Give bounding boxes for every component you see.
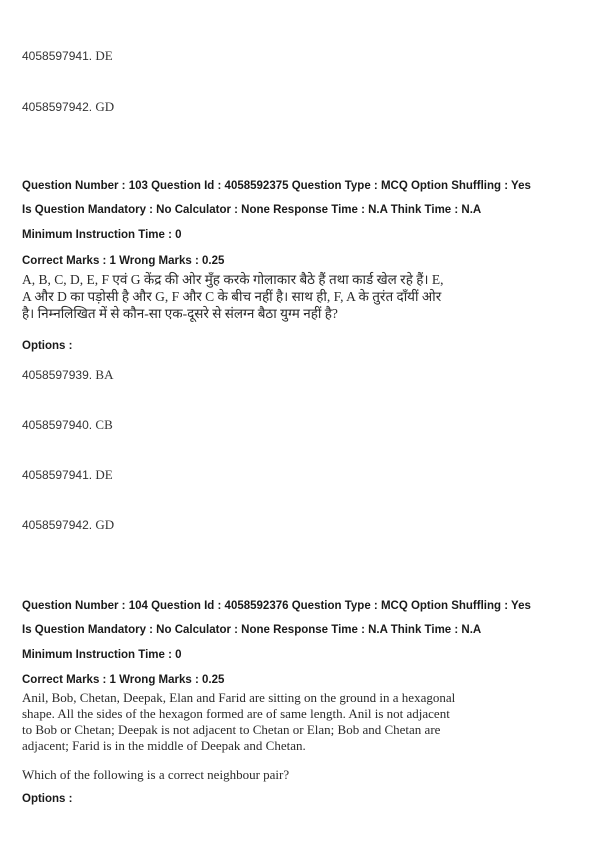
option-item — [22, 517, 114, 533]
option-text: GD — [95, 517, 115, 532]
option-item — [22, 467, 113, 483]
option-id: 4058597942. — [22, 518, 93, 532]
options-label: Options : — [22, 793, 73, 805]
question-meta-line1: Question Number : 103 Question Id : 4058592375 Question Type : MCQ Option Shuffling : Yes — [22, 180, 531, 192]
option-item — [22, 48, 113, 64]
option-item — [22, 99, 114, 115]
question-text-line: shape. All the sides of the hexagon formed are of same length. Anil is not adjacent — [22, 706, 450, 721]
question-text-line: to Bob or Chetan; Deepak is not adjacent to Chetan or Elan; Bob and Chetan are — [22, 722, 441, 737]
option-text: DE — [95, 467, 113, 482]
option-text: CB — [95, 417, 113, 432]
option-id: 4058597942. — [22, 100, 93, 114]
question-meta-line3: Minimum Instruction Time : 0 — [22, 649, 182, 661]
question-text-line: है। निम्नलिखित में से कौन-सा एक-दूसरे से संलग्न बैठा युग्म नहीं है? — [22, 306, 338, 321]
question-text-line: adjacent; Farid is in the middle of Deepak and Chetan. — [22, 738, 306, 753]
question-text-line: Anil, Bob, Chetan, Deepak, Elan and Farid are sitting on the ground in a hexagonal — [22, 690, 456, 705]
question-meta-line2: Is Question Mandatory : No Calculator : None Response Time : N.A Think Time : N.A — [22, 624, 482, 636]
option-id: 4058597939. — [22, 368, 93, 382]
question-marks: Correct Marks : 1 Wrong Marks : 0.25 — [22, 255, 225, 267]
option-text: GD — [95, 99, 115, 114]
option-id: 4058597940. — [22, 418, 93, 432]
question-text-line: A और D का पड़ोसी है और G, F और C के बीच नहीं है। साथ ही, F, A के तुरंत दाँयीं ओर — [22, 289, 442, 304]
question-text-line: A, B, C, D, E, F एवं G केंद्र की ओर मुँह करके गोलाकार बैठे हैं तथा कार्ड खेल रहे हैं। E, — [22, 272, 444, 287]
option-item — [22, 417, 113, 433]
option-item — [22, 367, 113, 383]
question-prompt: Which of the following is a correct neighbour pair? — [22, 767, 290, 782]
option-id: 4058597941. — [22, 468, 93, 482]
option-text: DE — [95, 48, 113, 63]
question-meta-line3: Minimum Instruction Time : 0 — [22, 229, 182, 241]
option-text: BA — [95, 367, 114, 382]
option-id: 4058597941. — [22, 49, 93, 63]
question-meta-line2: Is Question Mandatory : No Calculator : None Response Time : N.A Think Time : N.A — [22, 204, 482, 216]
options-label: Options : — [22, 340, 73, 352]
question-meta-line1: Question Number : 104 Question Id : 4058592376 Question Type : MCQ Option Shuffling : Yes — [22, 600, 531, 612]
question-marks: Correct Marks : 1 Wrong Marks : 0.25 — [22, 674, 225, 686]
